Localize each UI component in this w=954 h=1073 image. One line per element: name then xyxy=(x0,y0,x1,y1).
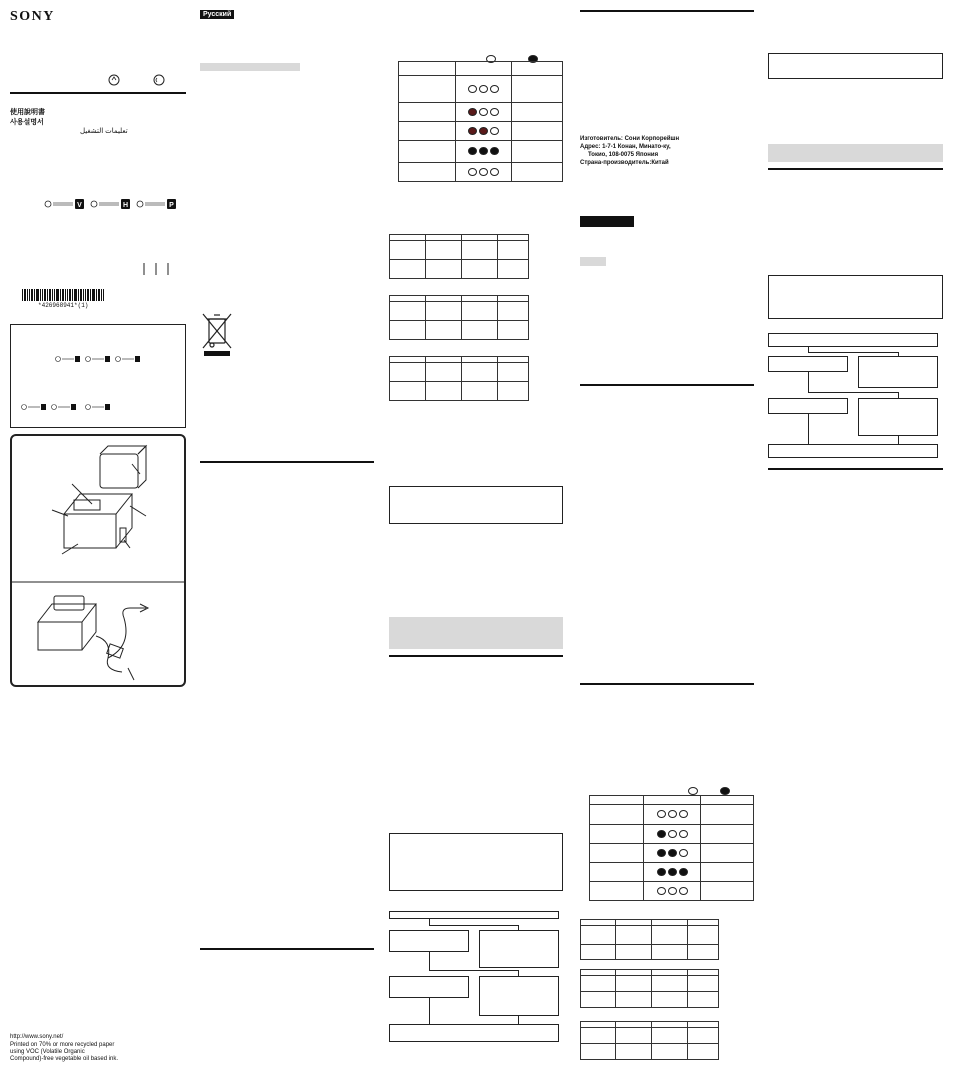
ce-mark-icon xyxy=(152,74,166,86)
led-on-icon xyxy=(468,108,477,116)
section-rule-col2-b xyxy=(200,948,374,950)
tick-marks-icon xyxy=(142,262,174,276)
flow-right-box-2-col5 xyxy=(858,398,938,436)
barcode-icon xyxy=(22,289,104,301)
charger-drawing-icon xyxy=(12,436,184,685)
flow-right-box-1-col5 xyxy=(858,356,938,388)
led-off-icon xyxy=(668,830,677,838)
led-on-icon xyxy=(657,830,666,838)
footer-line-2: using VOC (Volatile Organic xyxy=(10,1049,85,1055)
flow-connector xyxy=(429,970,519,971)
title-arabic: تعليمات التشغيل xyxy=(80,128,128,135)
led-status-table xyxy=(398,61,563,182)
led-off-icon xyxy=(679,849,688,857)
note-box-col3-b xyxy=(389,833,563,891)
led-off-icon xyxy=(657,810,666,818)
charging-time-table-1 xyxy=(389,234,529,279)
flow-connector xyxy=(898,436,899,444)
section-rule-col2-a xyxy=(200,461,374,463)
title-korean: 사용설명서 xyxy=(10,119,44,126)
led-on-icon xyxy=(668,868,677,876)
flow-left-box-1-col3 xyxy=(389,930,469,952)
led-off-icon xyxy=(468,85,477,93)
grey-heading-bar xyxy=(200,63,300,71)
compat-badges-row2-icon xyxy=(21,403,141,411)
led-off-icon xyxy=(668,810,677,818)
led-on-icon xyxy=(490,147,499,155)
charging-time-table-3 xyxy=(389,356,529,401)
footer-url: http://www.sony.net/ xyxy=(10,1034,64,1040)
note-box-col3-a xyxy=(389,486,563,524)
led-off-legend-icon xyxy=(688,787,698,795)
led-status-table-col4 xyxy=(589,795,754,901)
led-on-legend-icon xyxy=(720,787,730,795)
led-off-icon xyxy=(668,887,677,895)
led-on-icon xyxy=(668,849,677,857)
section-rule-col4-a xyxy=(580,384,754,386)
section-rule-col4-top xyxy=(580,10,754,12)
flow-top-box-col5 xyxy=(768,333,938,347)
compat-badges-row1-icon xyxy=(55,355,145,363)
barcode-number: *426968941*(1) xyxy=(38,302,89,309)
grey-section-band-col5 xyxy=(768,144,943,162)
charger-illustration xyxy=(10,434,186,687)
flow-right-box-1-col3 xyxy=(479,930,559,968)
svg-text:H: H xyxy=(122,202,129,209)
charging-time-table-2 xyxy=(389,295,529,340)
note-box-col5-b xyxy=(768,275,943,319)
led-off-icon xyxy=(490,85,499,93)
header-rule xyxy=(10,92,186,94)
flow-left-box-2-col5 xyxy=(768,398,848,414)
language-tag-russian: Русский xyxy=(200,10,234,19)
section-rule-col3 xyxy=(389,655,563,657)
section-rule-col5-a xyxy=(768,168,943,170)
led-off-icon xyxy=(468,168,477,176)
led-on-icon xyxy=(657,868,666,876)
flow-connector xyxy=(808,352,898,353)
led-on-icon xyxy=(468,127,477,135)
led-on-icon xyxy=(657,849,666,857)
charging-time-table-4 xyxy=(580,919,719,960)
led-off-icon xyxy=(679,830,688,838)
led-off-icon xyxy=(657,887,666,895)
manufacturer-line-1: Изготовитель: Сони Корпорейшн xyxy=(580,136,680,142)
black-label-bar xyxy=(580,216,634,227)
footer-line-1: Printed on 70% or more recycled paper xyxy=(10,1042,115,1048)
flow-connector xyxy=(518,1016,519,1024)
flow-left-box-1-col5 xyxy=(768,356,848,372)
led-off-icon xyxy=(490,108,499,116)
infolithium-badges xyxy=(44,198,186,212)
led-off-icon xyxy=(679,887,688,895)
led-off-icon xyxy=(479,85,488,93)
flow-connector xyxy=(429,998,430,1024)
charging-time-table-6 xyxy=(580,1021,719,1060)
section-rule-col4-b xyxy=(580,683,754,685)
flow-connector xyxy=(808,372,809,392)
flow-connector xyxy=(429,952,430,970)
weee-bin-icon xyxy=(200,311,234,357)
manufacturer-line-3: Токио, 108-0075 Япония xyxy=(588,152,659,158)
charging-time-table-5 xyxy=(580,969,719,1008)
flow-bottom-box-col5 xyxy=(768,444,938,458)
led-off-icon xyxy=(490,168,499,176)
led-off-icon xyxy=(679,810,688,818)
svg-text:P: P xyxy=(169,202,174,209)
battery-badge-row-icon xyxy=(44,198,186,212)
svg-text:V: V xyxy=(77,202,82,209)
compatibility-box xyxy=(10,324,186,428)
flow-connector xyxy=(429,925,519,926)
led-off-icon xyxy=(490,127,499,135)
led-on-icon xyxy=(479,127,488,135)
footer-line-3: Compound)-free vegetable oil based ink. xyxy=(10,1056,119,1062)
flow-left-box-2-col3 xyxy=(389,976,469,998)
recycle-mark-icon xyxy=(108,74,120,86)
led-off-icon xyxy=(479,168,488,176)
flow-connector xyxy=(808,414,809,444)
grey-label-bar xyxy=(580,257,606,266)
manufacturer-line-2: Адрес: 1-7-1 Конан, Минато-ку, xyxy=(580,144,671,150)
section-rule-col5-b xyxy=(768,468,943,470)
title-chinese: 使用說明書 xyxy=(10,109,45,116)
note-box-col5-a xyxy=(768,53,943,79)
manufacturer-line-4: Страна-производитель:Китай xyxy=(580,160,669,166)
led-on-icon xyxy=(479,147,488,155)
flow-bottom-box-col3 xyxy=(389,1024,559,1042)
flow-top-box-col3 xyxy=(389,911,559,919)
led-on-icon xyxy=(468,147,477,155)
flow-right-box-2-col3 xyxy=(479,976,559,1016)
led-on-icon xyxy=(679,868,688,876)
flow-connector xyxy=(808,392,898,393)
led-off-icon xyxy=(479,108,488,116)
grey-section-band-col3 xyxy=(389,617,563,649)
sony-logo: SONY xyxy=(10,9,55,24)
